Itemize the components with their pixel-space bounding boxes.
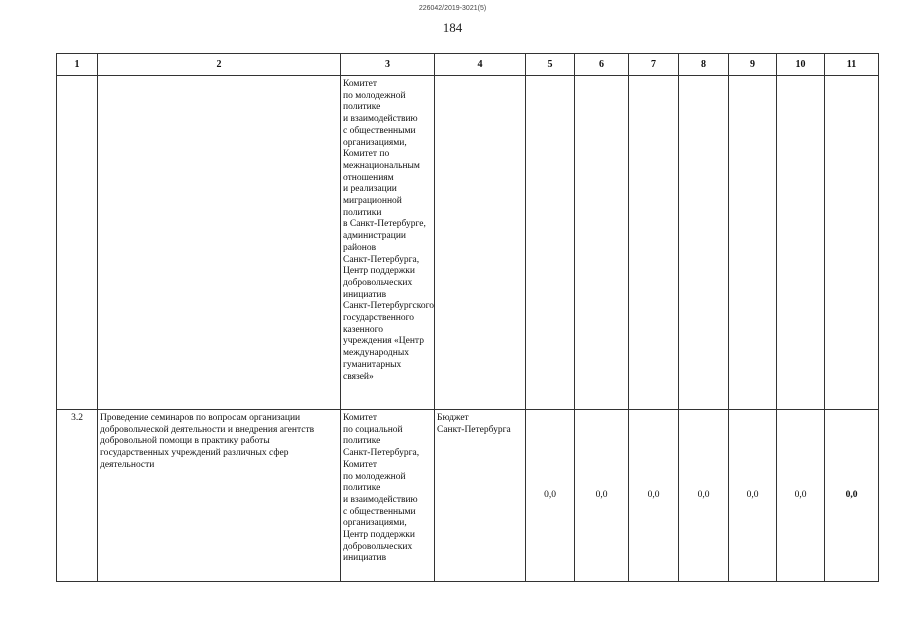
- table-header-row: [57, 54, 879, 76]
- value-cell: [825, 76, 879, 410]
- column-header: 6: [575, 54, 629, 76]
- column-header: 4: [435, 54, 526, 76]
- description-cell: [98, 76, 341, 410]
- source-cell: [435, 76, 526, 410]
- value-cell: [729, 76, 777, 410]
- row-number: [57, 76, 97, 79]
- value-cell: [679, 76, 729, 410]
- value-cell: [629, 410, 679, 582]
- column-header: 5: [526, 54, 575, 76]
- description-text: Проведение семинаров по вопросам организации добровольческой деятельности и внедрения агентств добровольной помощи в практику работы государственных учреждений различных сфер деятельности: [100, 413, 315, 470]
- value-text: 0,0: [697, 490, 710, 500]
- row-number-cell: [57, 76, 98, 410]
- value-text: 0,0: [647, 490, 660, 500]
- value-cell: [575, 76, 629, 410]
- source-text: [435, 76, 525, 79]
- source-text: Бюджет Санкт-Петербурга: [437, 413, 511, 435]
- executors-cell: [341, 410, 435, 582]
- value-text: 0,0: [544, 490, 556, 500]
- column-header: 11: [825, 54, 879, 76]
- value-cell: [629, 76, 679, 410]
- value-cell: [526, 76, 575, 410]
- value-text: 0,0: [746, 490, 759, 500]
- value-cell: [575, 410, 629, 582]
- budget-table: [56, 53, 879, 582]
- table-row: [57, 76, 879, 410]
- value-cell: [777, 410, 825, 582]
- executors-cell: [341, 76, 435, 410]
- column-header: 8: [679, 54, 729, 76]
- description-text: [98, 76, 340, 79]
- document-stamp: 226042/2019-3021(5): [418, 5, 487, 12]
- column-header: 2: [98, 54, 341, 76]
- column-header: 1: [57, 54, 98, 76]
- value-cell: [777, 76, 825, 410]
- value-text: 0,0: [595, 490, 608, 500]
- value-cell: [526, 410, 575, 582]
- page-number: 184: [442, 20, 463, 35]
- column-header: 9: [729, 54, 777, 76]
- value-cell: [679, 410, 729, 582]
- row-number-cell: [57, 410, 98, 582]
- value-cell: [825, 410, 879, 582]
- value-text: 0,0: [794, 490, 807, 500]
- column-header: 7: [629, 54, 679, 76]
- executors-text: Комитет по социальной политике Санкт-Петербурга, Комитет по молодежной политике и взаимодействию с общественными организациями, Центр поддержки добровольческих инициатив: [343, 413, 420, 564]
- column-header: 10: [777, 54, 825, 76]
- executors-text: Комитет по молодежной политике и взаимодействию с общественными организациями, Комитет по межнациональным отношениям и реализации миграционной политики в Санкт-Петербурге, администрации районов Санкт-Петербурга, Центр поддержки добровольческих инициатив Санкт-Петербургского государственного казенного учреждения «Центр международных гуманитарных связей»: [343, 79, 435, 382]
- description-cell: [98, 410, 341, 582]
- row-number: 3.2: [71, 413, 83, 423]
- source-cell: [435, 410, 526, 582]
- table-row: [57, 410, 879, 582]
- column-header: 3: [341, 54, 435, 76]
- value-text: 0,0: [845, 490, 858, 500]
- value-cell: [729, 410, 777, 582]
